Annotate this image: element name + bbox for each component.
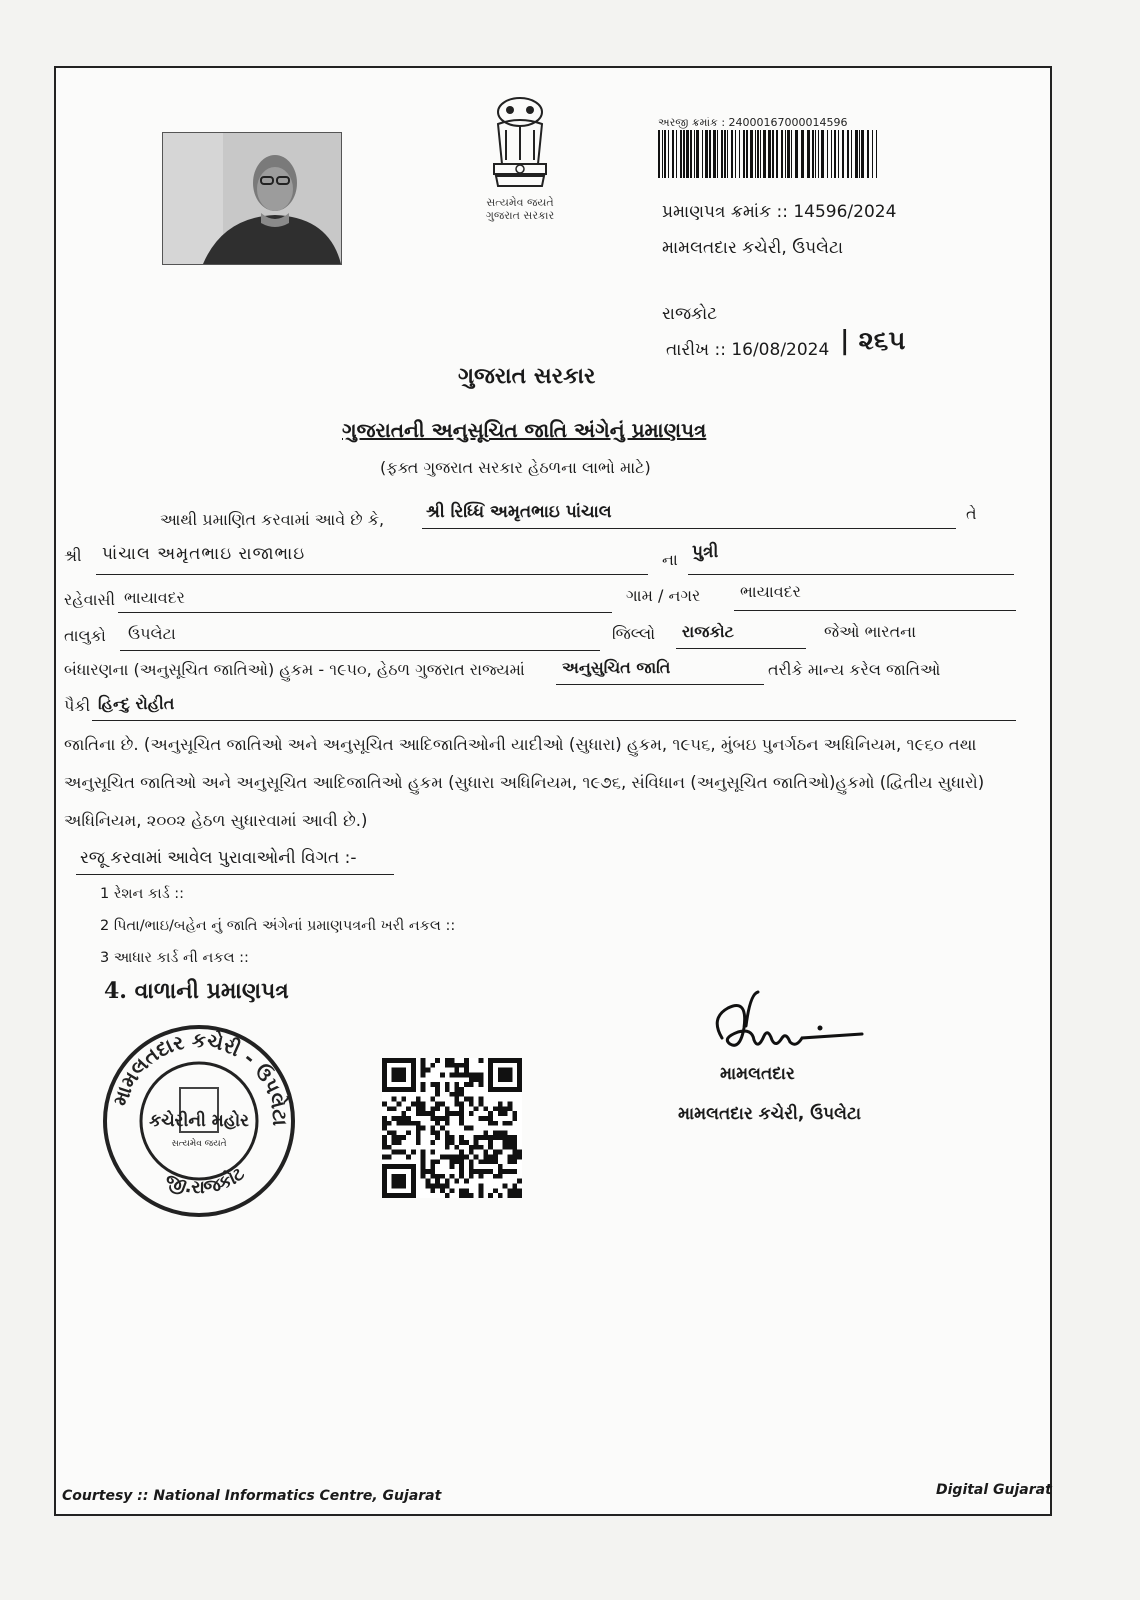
category: અનુસુચિત જાતિ: [562, 658, 671, 677]
constitution-text: બંધારણના (અનુસૂચિત જાતિઓ) હુકમ - ૧૯૫૦, હેઠળ ગુજરાત રાજ્યમાં: [64, 660, 525, 679]
legal-paragraph: જાતિના છે. (અનુસૂચિત જાતિઓ અને અનુસૂચિત આદિજાતિઓની યાદીઓ (સુધારા) હુકમ, ૧૯૫૬, મુંબઇ પુનર્ગઠન અધિનિયમ, ૧૯૬૦ તથા અનુસૂચિત જાતિઓ અને અનુસૂચિત આદિજાતિઓ હુકમ (સુધારા અધિનિયમ, ૧૯૭૬, સંવિધાન (અનુસૂચિત જાતિઓ)હુકમો (દ્વિતીય સુધારો) અધિનિયમ, ૨૦૦૨ હેઠળ સુધારવામાં આવી છે.): [64, 735, 985, 830]
applicant-name: શ્રી રિધ્ધિ અમૃતભાઇ પાંચાલ: [426, 502, 612, 522]
issue-date: તારીખ :: 16/08/2024: [666, 340, 830, 360]
district-label: જિલ્લો: [612, 624, 656, 643]
certificate-subtitle: (ફક્ત ગુજરાત સરકાર હેઠળના લાભો માટે): [380, 458, 651, 477]
taluka-value: ઉપલેટા: [128, 624, 176, 643]
among-label: પૈકી: [64, 696, 91, 715]
relation: પુત્રી: [692, 542, 719, 562]
signature: [702, 988, 872, 1068]
evidence-item-1: 1 રેશન કાર્ડ ::: [100, 886, 185, 902]
emblem-caption: સત્યમેવ જયતે ગુજરાત સરકાર: [485, 196, 555, 222]
svg-text:કચેરીની મહોર: કચેરીની મહોર: [149, 1111, 249, 1131]
handwritten-number: | ૨૬૫: [840, 326, 906, 356]
handwritten-note: 4. વાળાની પ્રમાણપત્ર: [104, 978, 289, 1004]
issuing-office: મામલતદાર કચેરી, ઉપલેટા: [662, 238, 844, 258]
svg-text:જી.રાજકોટ: જી.રાજકોટ: [162, 1163, 249, 1199]
indian-text: જેઓ ભારતના: [824, 622, 917, 641]
village-value: ભાયાવદર: [740, 582, 801, 601]
certificate-number: પ્રમાણપત્ર ક્રમાંક :: 14596/2024: [662, 202, 897, 222]
intro-text: આથી પ્રમાણિત કરવામાં આવે છે કે,: [160, 510, 385, 529]
qr-code: [382, 1058, 522, 1198]
evidence-heading: રજૂ કરવામાં આવેલ પુરાવાઓની વિગત :-: [80, 848, 357, 868]
caste: હિન્દુ રોહીત: [98, 694, 175, 713]
resident-value: ભાયાવદર: [124, 588, 185, 607]
father-name: પાંચાલ અમૃતભાઇ રાજાભાઇ: [102, 544, 306, 564]
evidence-item-3: 3 આધાર કાર્ડ ની નકલ ::: [100, 950, 249, 966]
district-value: રાજકોટ: [682, 622, 734, 641]
applicant-photo: [162, 132, 342, 265]
signatory-office: મામલતદાર કચેરી, ઉપલેટા: [678, 1104, 862, 1124]
te-text: તે: [966, 504, 977, 523]
recognized-text: તરીકે માન્ય કરેલ જાતિઓ: [768, 660, 941, 679]
svg-text:મામલતદાર કચેરી - ઉપલેટા: મામલતદાર કચેરી - ઉપલેટા: [107, 1027, 293, 1127]
footer-courtesy: Courtesy :: National Informatics Centre, Gujarat: [62, 1488, 442, 1504]
government-title: ગુજરાત સરકાર: [458, 364, 596, 389]
na-text: ના: [662, 550, 678, 569]
shri-label: શ્રી: [64, 546, 82, 565]
application-number: અરજી ક્રમાંક : 24000167000014596: [658, 116, 848, 129]
office-seal-stamp: [100, 1022, 298, 1220]
district-header: રાજકોટ: [662, 304, 718, 324]
certificate-title: ગુજરાતની અનુસૂચિત જાતિ અંગેનું પ્રમાણપત્ર: [342, 418, 707, 442]
taluka-label: તાલુકો: [64, 626, 106, 645]
signatory-title: મામલતદાર: [720, 1064, 795, 1084]
footer-digital-gujarat: Digital Gujarat: [936, 1482, 1052, 1498]
certificate-sheet: [54, 66, 1052, 1516]
village-label: ગામ / નગર: [626, 586, 701, 605]
svg-text:સત્યમેવ જયતે: સત્યમેવ જયતે: [171, 1139, 227, 1149]
national-emblem-icon: [470, 94, 570, 194]
resident-label: રહેવાસી: [64, 590, 116, 609]
evidence-item-2: 2 પિતા/ભાઇ/બહેન નું જાતિ અંગેનાં પ્રમાણપત્રની ખરી નકલ ::: [100, 918, 456, 934]
barcode: [656, 130, 882, 178]
